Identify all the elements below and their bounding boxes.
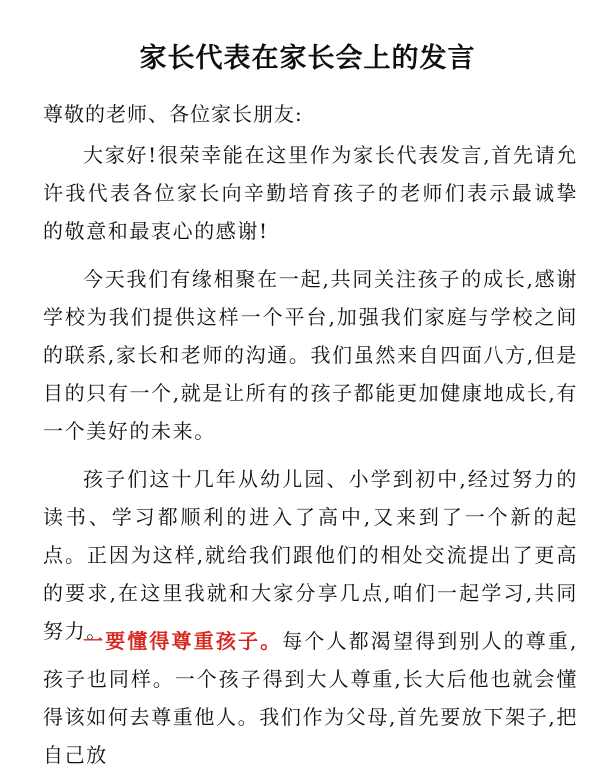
paragraph-text: 今天我们有缘相聚在一起,共同关注孩子的成长,感谢学校为我们提供这样一个平台,加强我们家庭与学校之间的联系,家长和老师的沟通。我们虽然来自四面八方,但是目的只有一个,就是让所有的孩子都能更加健康地成长,有一个美好的未来。: [43, 267, 578, 443]
paragraph-greeting: [43, 136, 578, 250]
highlight-heading: 一要懂得尊重孩子。: [83, 629, 283, 653]
paragraph-respect: [43, 622, 578, 774]
salutation: 尊敬的老师、各位家长朋友:: [43, 102, 303, 126]
document-title: 家长代表在家长会上的发言: [139, 43, 476, 74]
paragraph-text: 孩子们这十几年从幼儿园、小学到初中,经过努力的读书、学习都顺利的进入了高中,又来到了一个新的起点。正因为这样,就给我们跟他们的相处交流提出了更高的要求,在这里我就和大家分享几点,咱们一起学习,共同努力。: [43, 467, 578, 643]
paragraph-text: 大家好!很荣幸能在这里作为家长代表发言,首先请允许我代表各位家长向辛勤培育孩子的老师们表示最诚挚的敬意和最衷心的感谢!: [43, 143, 578, 243]
paragraph-text: 每个人都渴望得到别人的尊重,孩子也同样。一个孩子得到大人尊重,长大后他也就会懂得该如何去尊重他人。我们作为父母,首先要放下架子,把自己放: [43, 629, 578, 767]
paragraph-purpose: [43, 260, 578, 450]
